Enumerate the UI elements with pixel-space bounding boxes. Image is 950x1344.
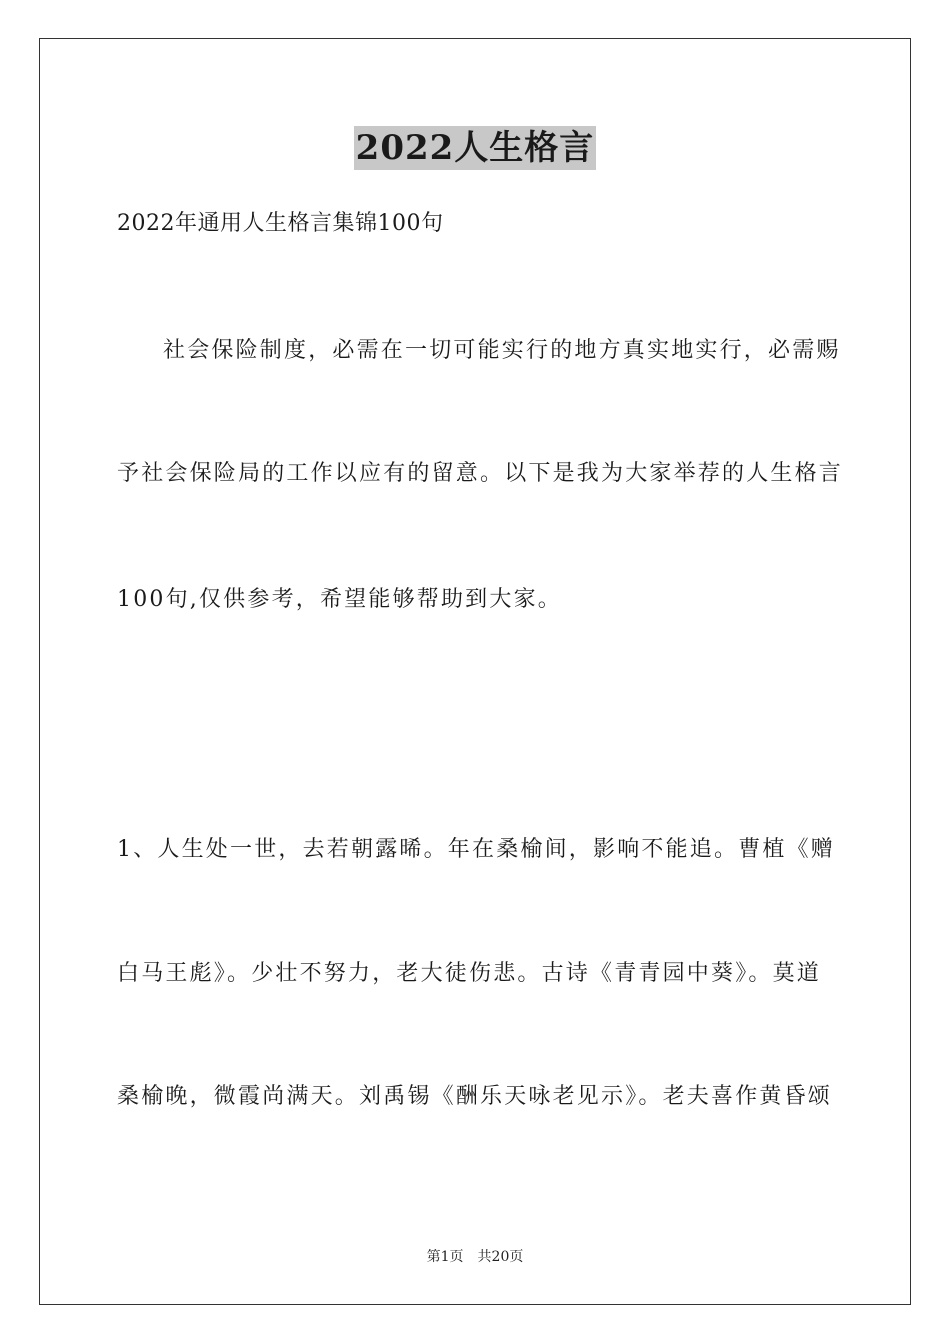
quote-line: 1、人生处一世，去若朝露晞。年在桑榆间，影响不能追。曹植《赠 (117, 837, 835, 862)
paragraph-line: 100句,仅供参考，希望能够帮助到大家。 (117, 587, 562, 612)
document-subtitle: 2022年通用人生格言集锦100句 (117, 211, 444, 236)
document-title: 2022人生格言 (355, 128, 595, 168)
page-total: 共20页 (477, 1249, 524, 1265)
paragraph-line: 予社会保险局的工作以应有的留意。以下是我为大家举荐的人生格言 (117, 461, 844, 486)
page-footer (0, 1247, 950, 1267)
page-number: 第1页 (426, 1249, 464, 1265)
quote-line: 桑榆晚，微霞尚满天。刘禹锡《酬乐天咏老见示》。老夫喜作黄昏颂 (117, 1084, 833, 1109)
paragraph-line: 社会保险制度，必需在一切可能实行的地方真实地实行，必需赐 (163, 338, 841, 363)
quote-line: 白马王彪》。少壮不努力，老大徒伤悲。古诗《青青园中葵》。莫道 (117, 961, 822, 986)
title-container (0, 126, 950, 170)
